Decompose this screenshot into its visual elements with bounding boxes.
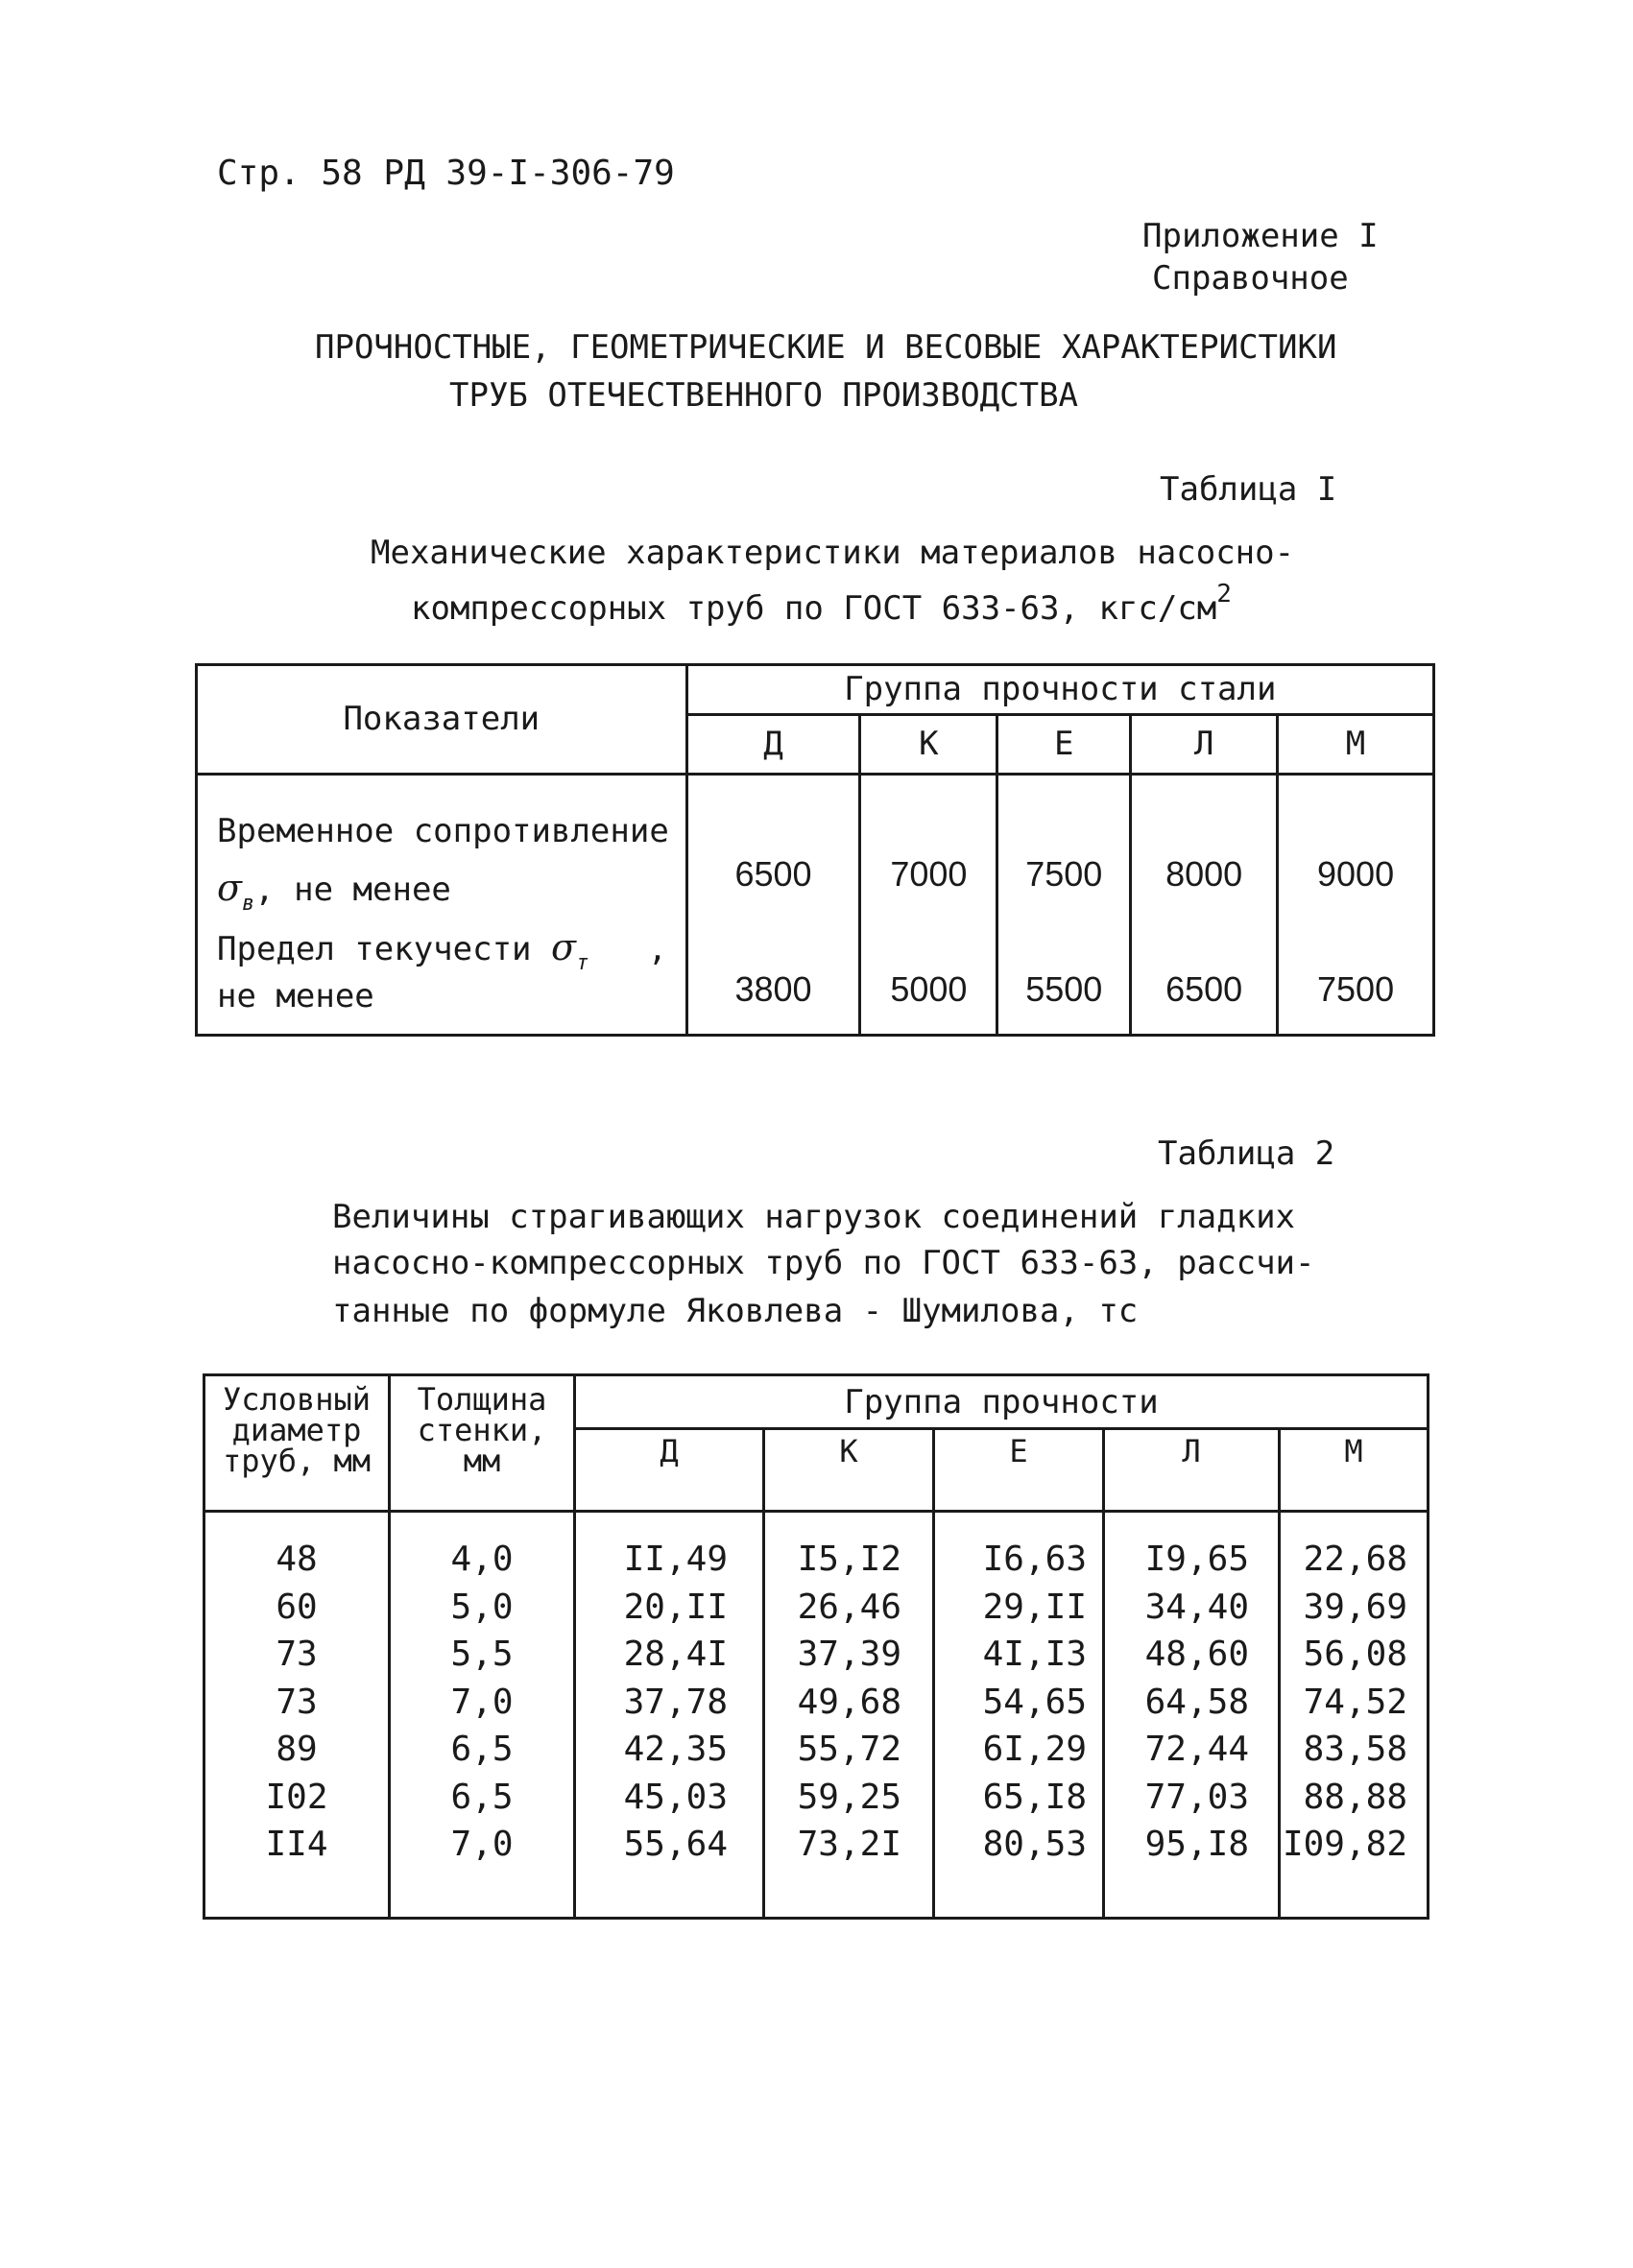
table2-header-diameter-line: Условный [222, 1381, 372, 1418]
table1-row2-line2: не менее [217, 977, 374, 1015]
appendix-label: Приложение I [1142, 217, 1379, 255]
table1-row1-line1: Временное сопротивление [217, 812, 669, 850]
table1-value: 6500 [734, 854, 812, 894]
table2-load-value: 77,03 [1144, 1777, 1249, 1817]
table2-header-wall-line: стенки, [417, 1412, 547, 1448]
table2-load-value: 95,I8 [1144, 1825, 1249, 1864]
table1-group-e: Е [997, 715, 1131, 775]
table2-load-value: 74,52 [1303, 1682, 1407, 1722]
table2-load-value: 34,40 [1144, 1587, 1249, 1627]
table2-load-value: 39,69 [1303, 1587, 1407, 1627]
table2-group-d: Д [575, 1429, 764, 1512]
table1-value: 6500 [1165, 969, 1243, 1009]
table2-col-d [575, 1512, 764, 1919]
table2-diameter-value: II4 [265, 1825, 328, 1864]
table2-load-value: I6,63 [982, 1540, 1087, 1579]
table2-col-e [934, 1512, 1104, 1919]
table2-diameter-value: 60 [276, 1587, 318, 1627]
table1-row2-line1: Предел текучести $\sigma_т$ , [217, 926, 668, 975]
table1-value: 8000 [1165, 854, 1243, 894]
table1-col-k [860, 775, 997, 1036]
table2-load-value: 4I,I3 [982, 1635, 1087, 1674]
table2-load-value: 45,03 [623, 1777, 728, 1817]
table2-diameter-value: 73 [276, 1635, 318, 1674]
document-title-line2: ТРУБ ОТЕЧЕСТВЕННОГО ПРОИЗВОДСТВА [449, 376, 1079, 415]
table2-header-diameter [204, 1375, 390, 1512]
table1-col-m [1278, 775, 1434, 1036]
table1-group-m: М [1278, 715, 1434, 775]
table2-load-value: 65,I8 [982, 1777, 1087, 1817]
table2-load-value: 42,35 [623, 1730, 728, 1769]
table2-load-value: 54,65 [982, 1682, 1087, 1722]
table2-load-value: 64,58 [1144, 1682, 1249, 1722]
table2-diameter-value: 48 [276, 1540, 318, 1579]
table2-header-group: Группа прочности [575, 1375, 1429, 1429]
table2-load-value: 49,68 [797, 1682, 901, 1722]
table2-wall-value: 5,0 [450, 1587, 514, 1627]
table2-load-value: 88,88 [1303, 1777, 1407, 1817]
table2-group-m: М [1280, 1429, 1429, 1512]
table2-wall-value: 6,5 [450, 1730, 514, 1769]
table2-load-value: 72,44 [1144, 1730, 1249, 1769]
table1-caption-line1: Механические характеристики материалов насосно- [371, 534, 1295, 572]
table2-load-value: 29,II [982, 1587, 1087, 1627]
document-title-line1: ПРОЧНОСТНЫЕ, ГЕОМЕТРИЧЕСКИЕ И ВЕСОВЫЕ ХАРАКТЕРИСТИКИ [315, 328, 1337, 367]
table2-load-value: 26,46 [797, 1587, 901, 1627]
table2-load-value: 56,08 [1303, 1635, 1407, 1674]
table2-header-wall-line: мм [463, 1443, 501, 1479]
table2-load-value: 59,25 [797, 1777, 901, 1817]
table2-wall-value: 7,0 [450, 1825, 514, 1864]
table2-header-diameter-line: диаметр [231, 1412, 362, 1448]
table2-load-value: 55,72 [797, 1730, 901, 1769]
table2-load-value: II,49 [623, 1540, 728, 1579]
table1-group-l: Л [1131, 715, 1278, 775]
table1-value: 7500 [1025, 854, 1103, 894]
table1-row-labels [197, 775, 687, 1036]
table1-caption-superscript: 2 [1216, 580, 1232, 609]
table1 [195, 663, 1435, 1037]
table2-load-value: 37,78 [623, 1682, 728, 1722]
table2-body-row [204, 1512, 1429, 1919]
table2-col-wall [390, 1512, 575, 1919]
table1-label: Таблица I [1160, 470, 1337, 509]
table1-header-indicators: Показатели [197, 665, 687, 775]
table2 [203, 1373, 1429, 1920]
table2-diameter-value: 73 [276, 1682, 318, 1722]
table2-col-l [1104, 1512, 1280, 1919]
table2-load-value: I9,65 [1144, 1540, 1249, 1579]
table1-col-l [1131, 775, 1278, 1036]
table1-value: 5000 [890, 969, 968, 1009]
table2-col-diameter [204, 1512, 390, 1919]
table2-col-k [764, 1512, 934, 1919]
table1-col-d [686, 775, 860, 1036]
table2-group-l: Л [1104, 1429, 1280, 1512]
table2-load-value: 22,68 [1303, 1540, 1407, 1579]
table2-diameter-value: I02 [265, 1777, 328, 1817]
table1-header-group: Группа прочности стали [686, 665, 1433, 715]
table2-load-value: 37,39 [797, 1635, 901, 1674]
table2-load-value: 55,64 [623, 1825, 728, 1864]
table2-load-value: 20,II [623, 1587, 728, 1627]
table2-header-wall [390, 1375, 575, 1512]
page-reference: Стр. 58 РД 39-I-306-79 [217, 154, 675, 193]
table2-wall-value: 4,0 [450, 1540, 514, 1579]
table1-col-e [997, 775, 1131, 1036]
table1-value: 9000 [1317, 854, 1395, 894]
table1-row1-line2: $\sigma_в$, не менее [217, 867, 451, 916]
table2-load-value: I5,I2 [797, 1540, 901, 1579]
table2-diameter-value: 89 [276, 1730, 318, 1769]
table2-load-value: 28,4I [623, 1635, 728, 1674]
table2-col-m [1280, 1512, 1429, 1919]
table2-header-wall-line: Толщина [417, 1381, 547, 1418]
table2-caption-line1: Величины страгивающих нагрузок соединений гладких [332, 1198, 1296, 1236]
table1-caption-line2: компрессорных труб по ГОСТ 633-63, кгс/$см^2$ [411, 580, 1232, 628]
table2-wall-value: 7,0 [450, 1682, 514, 1722]
table1-value: 7000 [890, 854, 968, 894]
table1-group-d: Д [686, 715, 860, 775]
table2-wall-value: 6,5 [450, 1777, 514, 1817]
table2-label: Таблица 2 [1158, 1134, 1335, 1173]
table2-group-k: К [764, 1429, 934, 1512]
table2-load-value: 80,53 [982, 1825, 1087, 1864]
table2-load-value: I09,82 [1282, 1825, 1407, 1864]
table2-load-value: 6I,29 [982, 1730, 1087, 1769]
table1-value: 5500 [1025, 969, 1103, 1009]
table2-load-value: 73,2I [797, 1825, 901, 1864]
appendix-type: Справочное [1152, 259, 1349, 298]
table2-wall-value: 5,5 [450, 1635, 514, 1674]
table2-header-diameter-line: труб, мм [222, 1443, 372, 1479]
table2-load-value: 83,58 [1303, 1730, 1407, 1769]
table2-caption-line2: насосно-компрессорных труб по ГОСТ 633-63, рассчи- [332, 1244, 1315, 1282]
table2-caption-line3: танные по формуле Яковлева - Шумилова, тс [332, 1292, 1139, 1330]
table2-group-e: Е [934, 1429, 1104, 1512]
table1-value: 7500 [1317, 969, 1395, 1009]
table1-group-k: К [860, 715, 997, 775]
table1-value: 3800 [734, 969, 812, 1009]
table2-load-value: 48,60 [1144, 1635, 1249, 1674]
